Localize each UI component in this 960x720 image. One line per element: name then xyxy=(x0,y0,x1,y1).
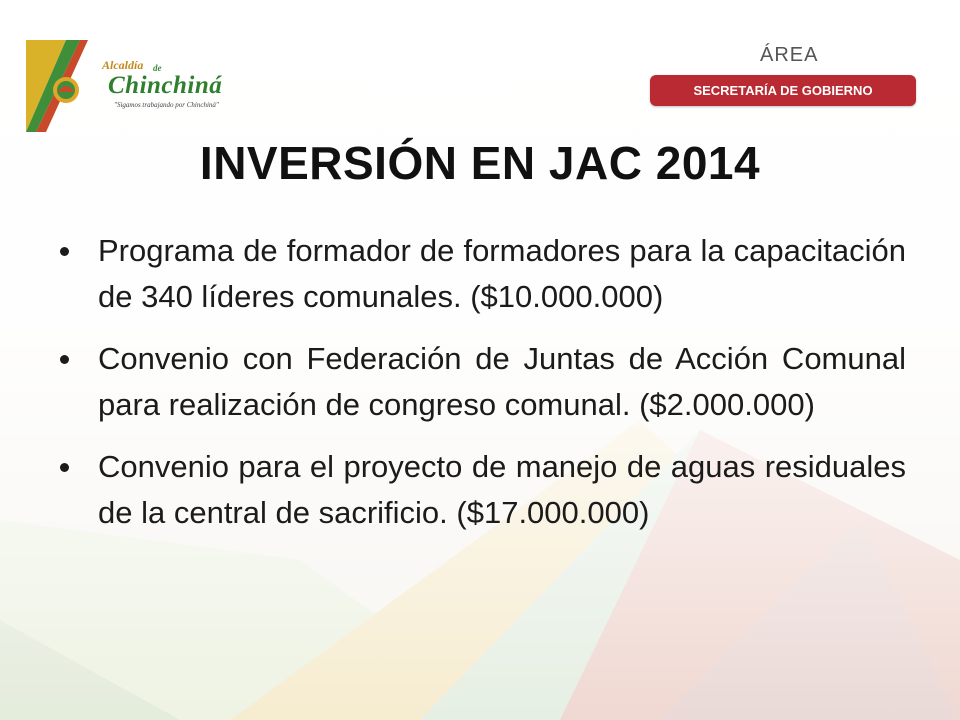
bullet-dot-icon xyxy=(60,355,69,364)
bullet-dot-icon xyxy=(60,247,69,256)
bullet-list xyxy=(56,228,906,552)
bullet-item xyxy=(56,228,906,320)
bullet-text: Programa de formador de formadores para la capacitación de 340 líderes comunales. ($10.000.000) xyxy=(98,233,906,314)
bullet-text: Convenio con Federación de Juntas de Acción Comunal para realización de congreso comunal. ($2.000.000) xyxy=(98,341,906,422)
logo-alcaldia-text: Alcaldía xyxy=(102,58,144,72)
department-badge: SECRETARÍA DE GOBIERNO xyxy=(650,75,916,106)
alcaldia-logo xyxy=(22,36,242,136)
bullet-item xyxy=(56,444,906,536)
logo-de-text: de xyxy=(153,63,162,73)
chinchina-emblem-icon xyxy=(22,36,102,136)
bullet-dot-icon xyxy=(60,463,69,472)
logo-slogan-text: "Sigamos trabajando por Chinchiná" xyxy=(114,101,219,109)
logo-name-text: Chinchiná xyxy=(108,72,223,99)
slide-title: INVERSIÓN EN JAC 2014 xyxy=(199,137,761,189)
area-label: ÁREA xyxy=(760,44,819,66)
bullet-item xyxy=(56,336,906,428)
bullet-text: Convenio para el proyecto de manejo de aguas residuales de la central de sacrificio. ($17.000.000) xyxy=(98,449,906,530)
